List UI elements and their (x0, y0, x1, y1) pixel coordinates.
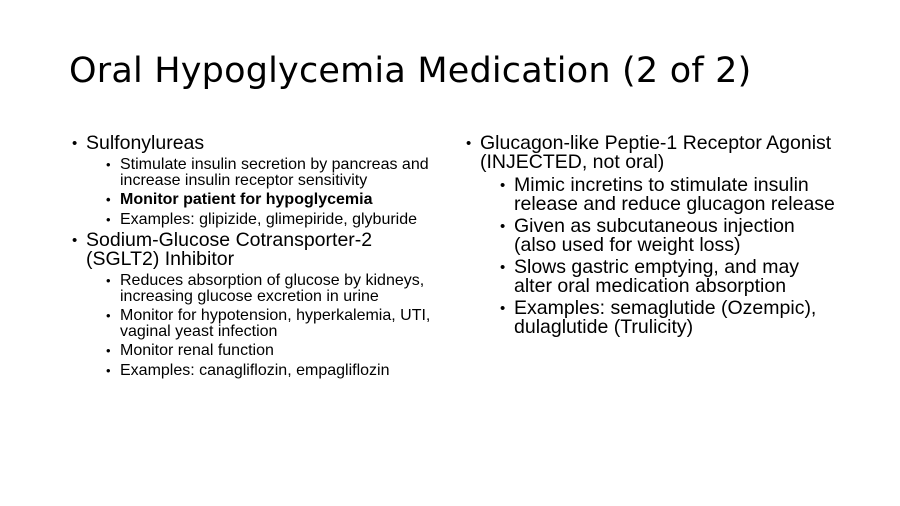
bullet-text: Sulfonylureas (86, 132, 205, 154)
sub-bullet-list (106, 273, 441, 378)
left-bullet-list (71, 134, 441, 378)
sub-bullet: • Monitor for hypotension, hyperkalemia, UTI, vaginal yeast infection (106, 308, 441, 339)
right-column (465, 134, 835, 340)
bullet-sglt2-inhibitor (71, 231, 441, 378)
sub-bullet: • Monitor renal function (106, 343, 441, 359)
sub-bullet: • Examples: canagliflozin, empagliflozin (106, 363, 441, 379)
sub-bullet: • Examples: glipizide, glimepiride, glyburide (106, 212, 441, 228)
bullet-glp1-agonist (465, 134, 835, 337)
bullet-text: Sodium-Glucose Cotransporter-2 (SGLT2) Inhibitor (86, 229, 373, 270)
slide-title: Oral Hypoglycemia Medication (2 of 2) (69, 51, 752, 91)
sub-bullet: • Examples: semaglutide (Ozempic), dulaglutide (Trulicity) (500, 299, 835, 337)
sub-bullet-list (106, 157, 441, 227)
right-bullet-list (465, 134, 835, 337)
sub-bullet: • Given as subcutaneous injection (also used for weight loss) (500, 217, 835, 255)
bullet-sulfonylureas (71, 134, 441, 227)
bullet-text: Glucagon-like Peptie-1 Receptor Agonist (INJECTED, not oral) (480, 132, 832, 173)
sub-bullet: • Stimulate insulin secretion by pancreas and increase insulin receptor sensitivity (106, 157, 441, 188)
left-column (71, 134, 441, 382)
sub-bullet: • Mimic incretins to stimulate insulin release and reduce glucagon release (500, 176, 835, 214)
sub-bullet: • Reduces absorption of glucose by kidneys, increasing glucose excretion in urine (106, 273, 441, 304)
sub-bullet: • Slows gastric emptying, and may alter oral medication absorption (500, 258, 835, 296)
sub-bullet-list (500, 176, 835, 337)
sub-bullet: • Monitor patient for hypoglycemia (106, 192, 441, 208)
